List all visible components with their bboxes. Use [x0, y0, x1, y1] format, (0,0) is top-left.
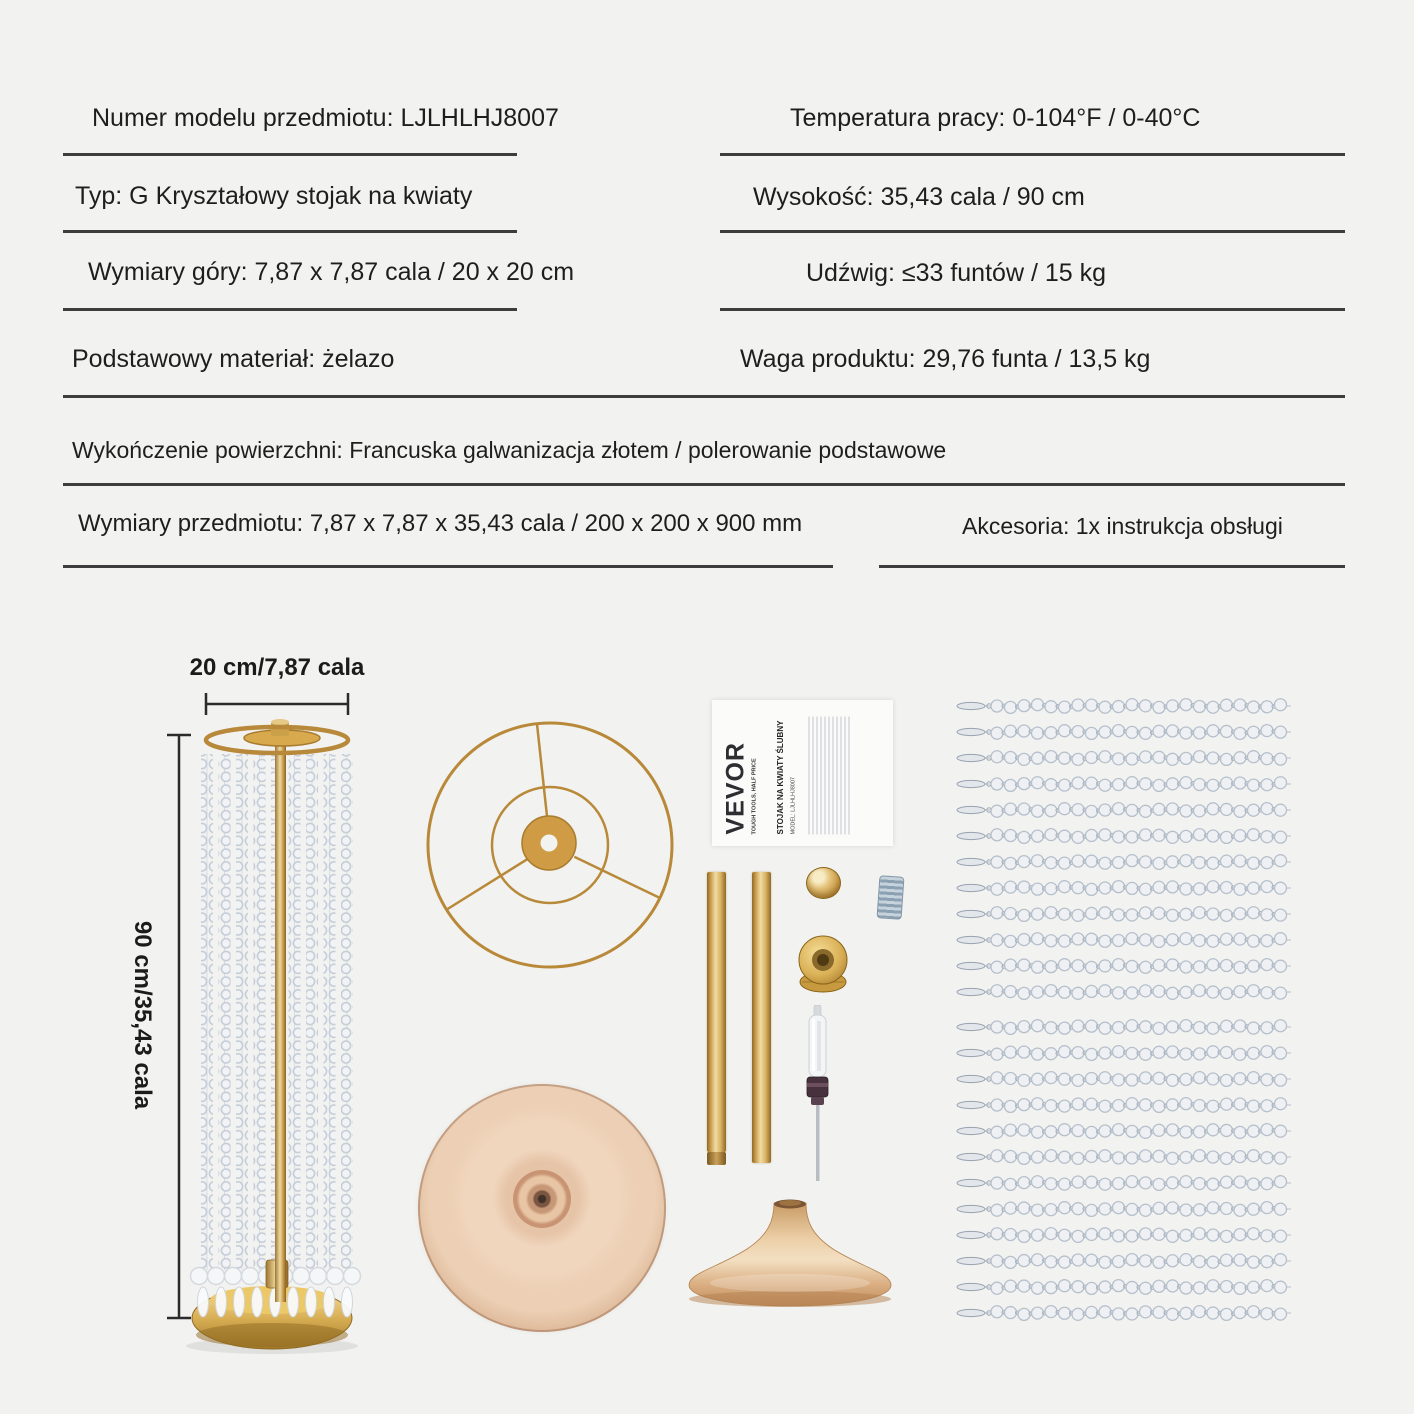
- bead-strands-panel: [945, 690, 1315, 1350]
- bead-strand: [957, 1280, 1291, 1295]
- cap-part: [806, 867, 841, 899]
- height-dimension-label: 90 cm/35,43 cala: [129, 920, 156, 1110]
- bead-strand: [957, 1124, 1291, 1139]
- crystal-stand-photo: [100, 630, 400, 1390]
- manual-brand: VEVOR: [721, 741, 749, 834]
- bead-strand: [957, 1020, 1291, 1035]
- spec-type: Typ: G Kryształowy stojak na kwiaty: [75, 182, 473, 210]
- bead-strand: [957, 933, 1291, 948]
- spec-accessories: Akcesoria: 1x instrukcja obsługi: [962, 513, 1283, 539]
- dropper-tool-part: [800, 1005, 836, 1183]
- ring-frame-photo: [420, 715, 680, 975]
- bead-strand: [957, 1046, 1291, 1061]
- bead-strand: [957, 725, 1291, 740]
- bead-strand: [957, 881, 1291, 896]
- manual-tagline: TOUGH TOOLS, HALF PRICE: [750, 757, 757, 834]
- table-rule: [720, 230, 1345, 233]
- bead-strand: [957, 1254, 1291, 1269]
- spec-temperature: Temperatura pracy: 0-104°F / 0-40°C: [790, 104, 1201, 132]
- bead-strand: [957, 699, 1291, 714]
- table-rule: [720, 153, 1345, 156]
- spec-top-dimensions: Wymiary góry: 7,87 x 7,87 cala / 20 x 20 cm: [88, 258, 575, 286]
- spec-product-weight: Waga produktu: 29,76 funta / 13,5 kg: [740, 345, 1151, 373]
- height-measure-line: [167, 735, 191, 1318]
- bead-strand: [957, 959, 1291, 974]
- table-rule: [879, 565, 1345, 568]
- base-disc-hub: [513, 1170, 571, 1228]
- bead-strand: [957, 1150, 1291, 1165]
- table-rule: [63, 483, 1345, 486]
- bead-strand: [957, 751, 1291, 766]
- bead-strand: [957, 1098, 1291, 1113]
- spec-item-dimensions: Wymiary przedmiotu: 7,87 x 7,87 x 35,43 cala / 200 x 200 x 900 mm: [78, 510, 803, 537]
- pole-right: [752, 872, 771, 1163]
- table-rule: [63, 395, 1345, 398]
- table-rule: [63, 565, 833, 568]
- bead-strand: [957, 855, 1291, 870]
- spec-material: Podstawowy materiał: żelazo: [72, 345, 395, 373]
- bead-strand: [957, 985, 1291, 1000]
- bead-strand: [957, 1228, 1291, 1243]
- table-rule: [720, 308, 1345, 311]
- manual-fine-print: [808, 716, 852, 834]
- bead-strand: [957, 829, 1291, 844]
- manual-content: [712, 700, 893, 846]
- stand-base-rim: [196, 1323, 348, 1347]
- manual-title: STOJAK NA KWIATY ŚLUBNY: [776, 720, 785, 834]
- stand-top-hub-cap: [271, 719, 289, 725]
- ring-center-hole: [541, 835, 558, 852]
- bead-strand: [957, 777, 1291, 792]
- width-dimension-label: 20 cm/7,87 cala: [189, 654, 365, 681]
- pole-left: [707, 872, 726, 1152]
- width-measure-line: [206, 693, 348, 715]
- table-rule: [63, 153, 517, 156]
- user-manual-photo: [712, 700, 893, 846]
- base-disc-photo: [418, 1084, 666, 1332]
- spec-load-capacity: Udźwig: ≤33 funtów / 15 kg: [806, 259, 1106, 287]
- bead-strand: [957, 1306, 1291, 1321]
- manual-model: MODEL: LJLHLHJ8007: [789, 776, 796, 834]
- bead-strand: [957, 1202, 1291, 1217]
- bead-strand: [957, 1176, 1291, 1191]
- spec-surface-finish: Wykończenie powierzchni: Francuska galwanizacja złotem / polerowanie podstawowe: [72, 437, 947, 463]
- bead-strand: [957, 1072, 1291, 1087]
- threaded-stud-part: [877, 875, 905, 920]
- bead-strand: [957, 907, 1291, 922]
- spec-model-number: Numer modelu przedmiotu: LJLHLHJ8007: [92, 104, 559, 132]
- spec-height: Wysokość: 35,43 cala / 90 cm: [753, 183, 1085, 211]
- connector-part: [793, 933, 853, 997]
- table-rule: [63, 308, 517, 311]
- table-rule: [63, 230, 517, 233]
- bead-strand: [957, 803, 1291, 818]
- stand-pole: [275, 742, 286, 1302]
- pole-left-tip: [707, 1152, 726, 1165]
- trumpet-base-photo: [675, 1195, 905, 1313]
